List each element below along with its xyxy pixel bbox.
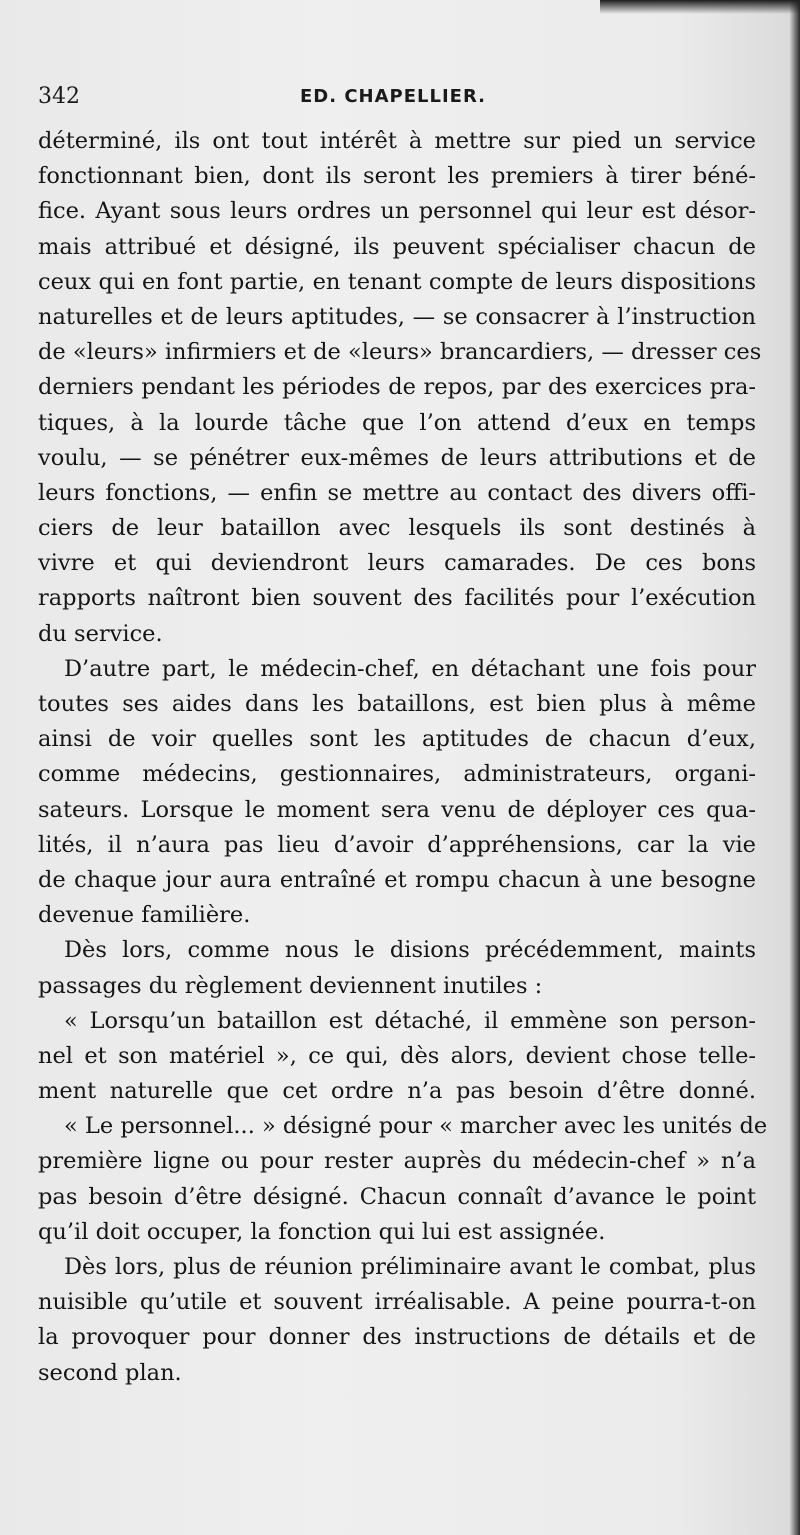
text-line: ceux qui en font partie, en tenant compte de leurs dispositions — [38, 268, 756, 295]
body-text — [38, 124, 768, 1391]
text-line: naturelles et de leurs aptitudes, — se consacrer à l’instruction — [38, 303, 756, 330]
text-line: de «leurs» infirmiers et de «leurs» brancardiers, — dresser ces — [38, 339, 762, 366]
page-corner-shadow — [600, 0, 800, 14]
page-header — [38, 84, 756, 118]
text-line: du service. — [38, 620, 163, 647]
text-line: nuisible qu’utile et souvent irréalisable. A peine pourra-t-on — [38, 1289, 756, 1316]
text-line: nel et son matériel », ce qui, dès alors, devient chose telle- — [38, 1042, 756, 1069]
text-line: vivre et qui deviendront leurs camarades. De ces bons — [38, 550, 756, 577]
text-line: ainsi de voir quelles sont les aptitudes de chacun d’eux, — [38, 726, 756, 753]
text-line: mais attribué et désigné, ils peuvent spécialiser chacun de — [38, 233, 756, 260]
text-line: de chaque jour aura entraîné et rompu chacun à une besogne — [38, 866, 756, 893]
text-line: second plan. — [38, 1359, 182, 1386]
text-line: tiques, à la lourde tâche que l’on attend d’eux en temps — [38, 409, 756, 436]
text-line: lités, il n’aura pas lieu d’avoir d’appréhensions, car la vie — [38, 831, 756, 858]
text-line: sateurs. Lorsque le moment sera venu de déployer ces qua- — [38, 796, 756, 823]
text-line: passages du règlement deviennent inutiles : — [38, 972, 543, 999]
page-edge-shadow — [790, 0, 800, 1535]
text-line: déterminé, ils ont tout intérêt à mettre sur pied un service — [38, 128, 756, 154]
page-number: 342 — [38, 84, 80, 109]
running-head: ED. CHAPELLIER. — [300, 86, 486, 107]
text-line: rapports naîtront bien souvent des facilités pour l’exécution — [38, 585, 756, 612]
text-line: derniers pendant les périodes de repos, par des exercices pra- — [38, 374, 756, 401]
text-line: fice. Ayant sous leurs ordres un personnel qui leur est désor- — [38, 198, 756, 225]
text-line: pas besoin d’être désigné. Chacun connaît d’avance le point — [38, 1183, 756, 1210]
text-line: leurs fonctions, — enfin se mettre au contact des divers offi- — [38, 479, 756, 506]
text-line: devenue familière. — [38, 902, 251, 929]
text-line: toutes ses aides dans les bataillons, est bien plus à même — [38, 691, 756, 717]
text-line: comme médecins, gestionnaires, administrateurs, organi- — [38, 761, 756, 788]
text-line: « Le personnel... » désigné pour « marcher avec les unités de — [64, 1113, 768, 1140]
text-line: « Lorsqu’un bataillon est détaché, il emmène son person- — [64, 1007, 756, 1034]
text-line: qu’il doit occuper, la fonction qui lui est assignée. — [38, 1218, 606, 1245]
text-line: Dès lors, comme nous le disions précédemment, maints — [64, 937, 756, 964]
text-line: ment naturelle que cet ordre n’a pas besoin d’être donné. — [38, 1078, 756, 1105]
text-line: ciers de leur bataillon avec lesquels ils sont destinés à — [38, 515, 756, 542]
text-line: la provoquer pour donner des instructions de détails et de — [38, 1324, 756, 1351]
text-line: voulu, — se pénétrer eux-mêmes de leurs attributions et de — [38, 444, 756, 471]
text-line: Dès lors, plus de réunion préliminaire avant le combat, plus — [64, 1254, 756, 1280]
text-line: D’autre part, le médecin-chef, en détachant une fois pour — [64, 655, 756, 682]
text-line: fonctionnant bien, dont ils seront les premiers à tirer béné- — [38, 163, 756, 190]
text-line: première ligne ou pour rester auprès du médecin-chef » n’a — [38, 1148, 756, 1175]
